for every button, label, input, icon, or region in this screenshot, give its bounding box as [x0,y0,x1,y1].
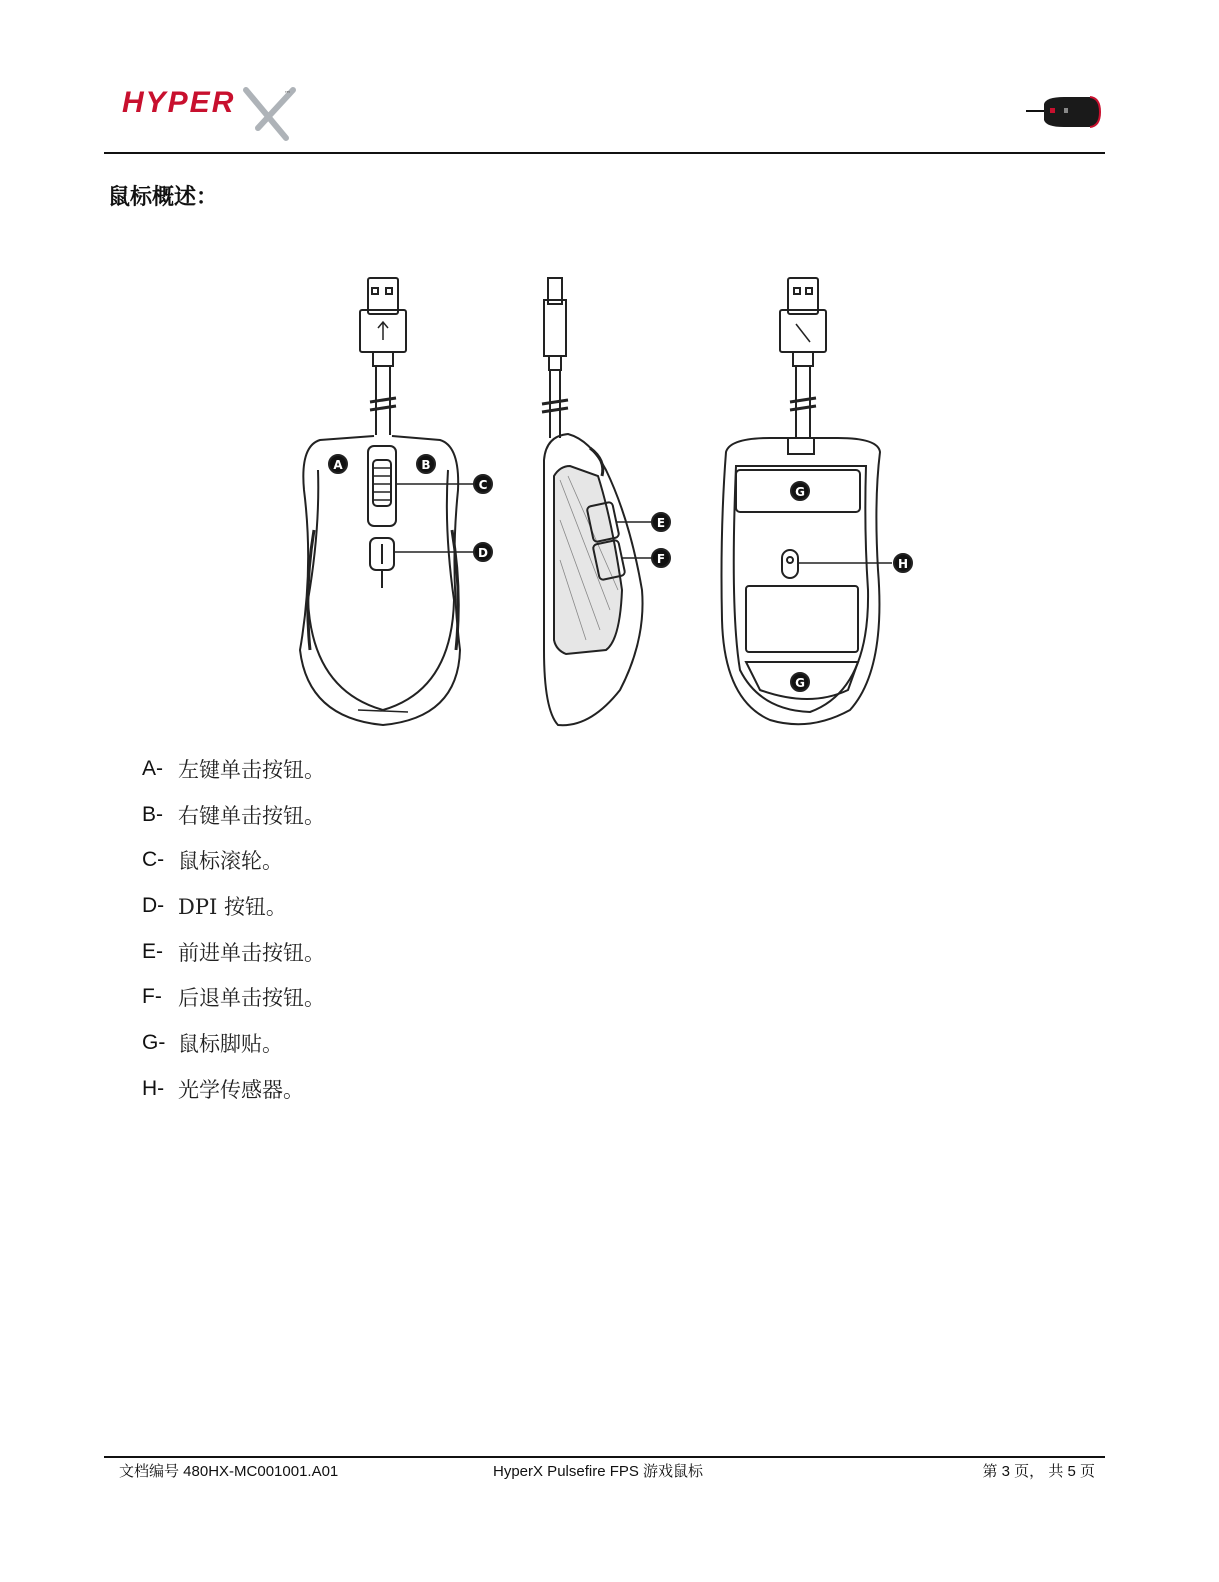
footer-rule [104,1456,1105,1458]
legend-key: D- [142,893,165,917]
callout-f [652,549,670,567]
header-rule [104,152,1105,154]
legend-key: C- [142,848,165,872]
callout-b [417,455,435,473]
callout-c [474,475,492,493]
legend-key: E- [142,939,163,963]
legend-key: H- [142,1076,165,1100]
legend-desc: 前进单击按钮。 [178,940,325,965]
svg-text:G: G [795,485,805,499]
callout-e [652,513,670,531]
legend-desc: DPI 按钮。 [178,894,287,919]
legend-item [142,1066,325,1112]
mouse-top-view [300,278,492,725]
callout-a [329,455,347,473]
section-title: 鼠标概述： [108,185,219,210]
legend-desc: 鼠标脚贴。 [178,1031,283,1056]
svg-text:H: H [897,557,909,571]
svg-text:G: G [795,676,805,690]
callout-h [894,554,912,572]
mouse-side-view [542,278,670,725]
legend-key: G- [142,1030,166,1054]
legend-item [142,929,325,975]
footer-page-number: 第 3 页， 共 5 页 [982,1463,1095,1480]
parts-legend [142,746,325,1112]
legend-item [142,746,325,792]
legend-item [142,1020,325,1066]
svg-text:C: C [478,478,488,492]
legend-item [142,792,325,838]
legend-item [142,974,325,1020]
legend-key: F- [142,985,162,1009]
legend-desc: 右键单击按钮。 [178,803,325,828]
legend-desc: 光学传感器。 [178,1077,304,1102]
callout-d [474,543,492,561]
legend-key: A- [142,756,163,780]
mouse-icon [1024,92,1104,132]
svg-text:E: E [656,516,666,530]
callout-g-bottom [791,673,809,691]
logo-wordmark: HYPER [122,86,236,119]
legend-key: B- [142,802,163,826]
footer-product: HyperX Pulsefire FPS 游戏鼠标 [493,1463,704,1480]
svg-text:D: D [478,546,488,560]
legend-item [142,883,325,929]
svg-text:F: F [656,552,666,566]
legend-item [142,837,325,883]
mouse-bottom-view [722,278,913,724]
hyperx-logo [118,82,308,144]
callout-g-top [791,482,809,500]
footer-doc-number: 文档编号 480HX-MC001001.A01 [119,1463,339,1480]
svg-text:B: B [421,458,431,472]
legend-desc: 左键单击按钮。 [178,757,325,782]
legend-desc: 后退单击按钮。 [178,986,325,1011]
legend-desc: 鼠标滚轮。 [178,849,283,874]
svg-text:™: ™ [284,90,291,98]
mouse-overview-diagram [290,270,930,735]
svg-text:A: A [333,458,343,472]
